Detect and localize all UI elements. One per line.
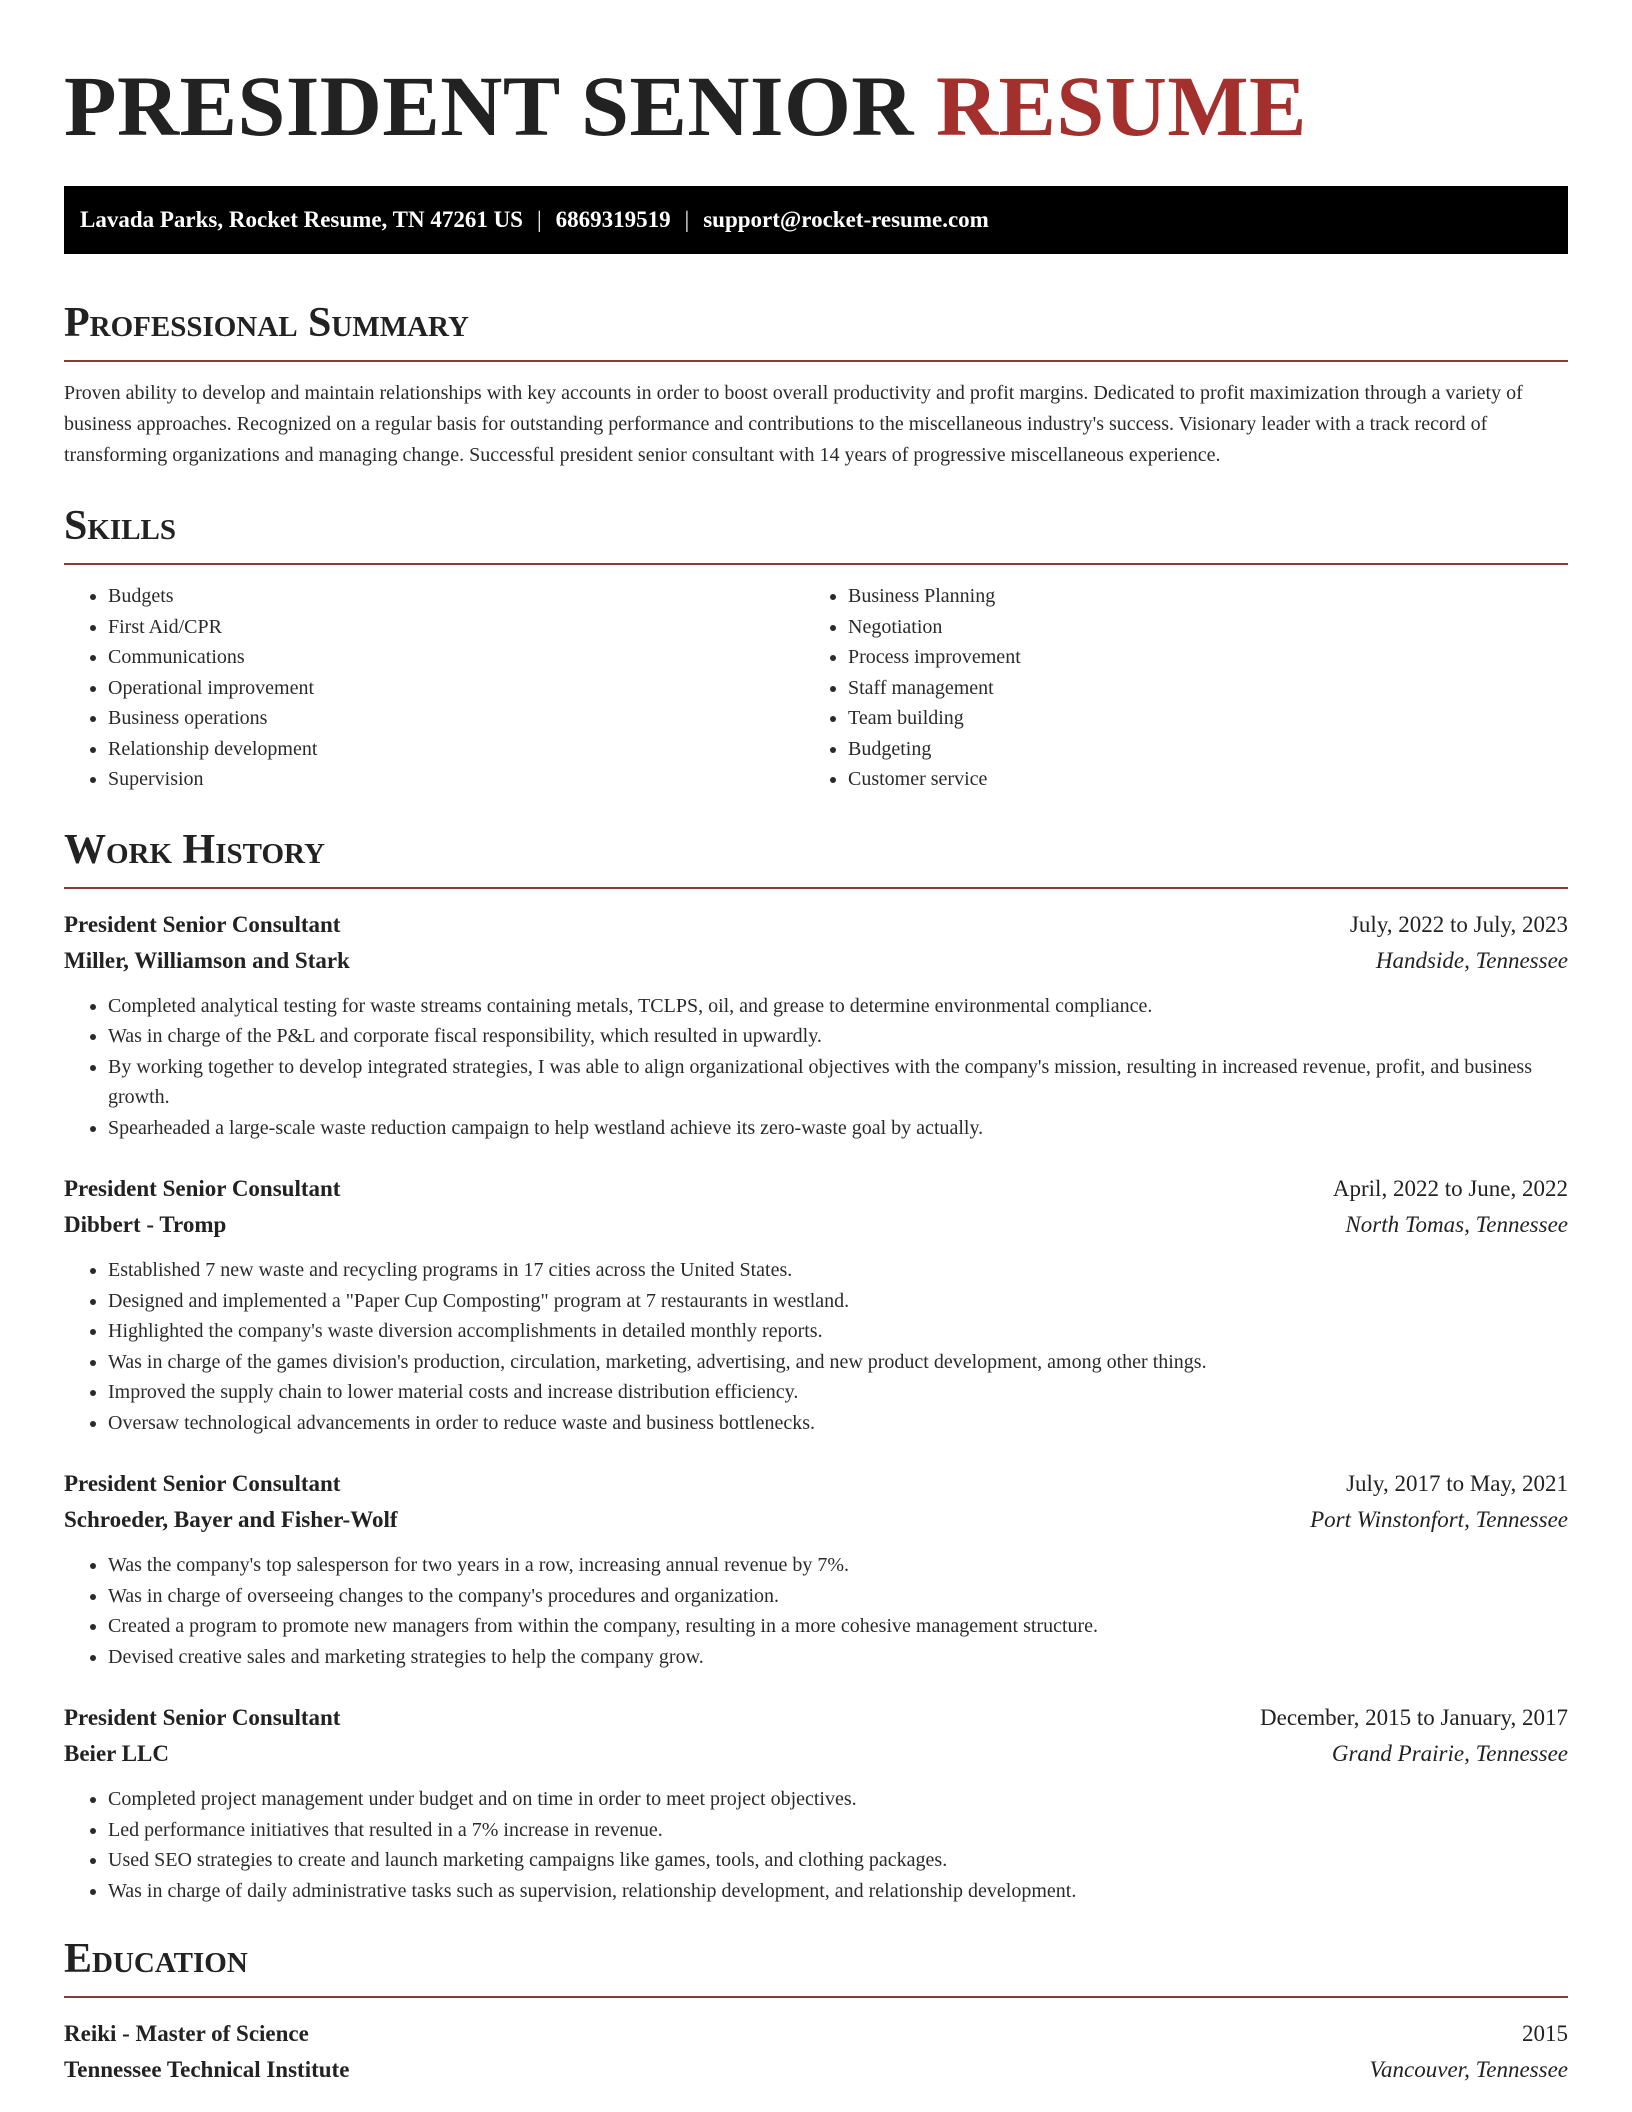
education-year: 2015 [1522,2021,1568,2046]
summary-heading: Professional Summary [64,298,1568,362]
skill-item: • Business Planning [848,581,1544,612]
summary-text: Proven ability to develop and maintain relationships with key accounts in order to boost overall productivity and profit margins. Dedicated to profit maximization through a variety of business approaches. Recognized on a regular basis for outstanding performance and contributions to the miscellaneous industry's success. Visionary leader with a track record of transforming organizations and managing change. Successful president senior consultant with 14 years of progressive miscellaneous experience. [64,382,1523,466]
job-location: Port Winstonfort, Tennessee [1310,1507,1568,1532]
education-location: Vancouver, Tennessee [1369,2057,1568,2082]
job-bullet: • Devised creative sales and marketing strategies to help the company grow. [108,1642,1568,1673]
skills-column-right [804,581,1544,795]
job-bullet: • Was in charge of the P&L and corporate fiscal responsibility, which resulted in upwardly. [108,1021,1568,1052]
skill-item: • Staff management [848,673,1544,704]
job-bullet: • Completed analytical testing for waste streams containing metals, TCLPS, oil, and grease to determine environmental compliance. [108,991,1568,1022]
job-company-row [64,1207,1568,1243]
job-bullet: • Was the company's top salesperson for two years in a row, increasing annual revenue by 7%. [108,1550,1568,1581]
education-degree-row [64,2016,1568,2052]
job-bullets [64,1550,1568,1672]
skill-item: • Budgeting [848,734,1544,765]
contact-separator: | [684,207,690,232]
job-title: President Senior Consultant [64,1705,341,1730]
skill-item: • Communications [108,642,804,673]
job-header-row [64,1466,1568,1502]
resume-title [64,58,1568,154]
job-dates: December, 2015 to January, 2017 [1260,1705,1568,1730]
job-location: Grand Prairie, Tennessee [1331,1741,1568,1766]
skill-item: • Operational improvement [108,673,804,704]
education-school-row [64,2052,1568,2088]
job-bullet: • Highlighted the company's waste diversion accomplishments in detailed monthly reports. [108,1316,1568,1347]
job-header-row [64,907,1568,943]
job-bullet: • Was in charge of daily administrative tasks such as supervision, relationship development, and relationship development. [108,1876,1568,1907]
contact-address: Lavada Parks, Rocket Resume, TN 47261 US [80,207,523,232]
job-company-row [64,943,1568,979]
skill-item: • First Aid/CPR [108,612,804,643]
job-bullets [64,991,1568,1144]
skills-list [64,581,1568,795]
job-bullet: • Completed project management under budget and on time in order to meet project objectives. [108,1784,1568,1815]
job-bullet: • Oversaw technological advancements in order to reduce waste and business bottlenecks. [108,1408,1568,1439]
job-title: President Senior Consultant [64,1471,341,1496]
job-bullet: • By working together to develop integrated strategies, I was able to align organizational objectives with the company's mission, resulting in increased revenue, profit, and business growth. [108,1052,1568,1113]
job-bullets [64,1255,1568,1438]
job-company: Beier LLC [64,1741,169,1766]
job-bullet: • Improved the supply chain to lower material costs and increase distribution efficiency. [108,1377,1568,1408]
job-title: President Senior Consultant [64,911,341,937]
job-bullet: • Created a program to promote new managers from within the company, resulting in a more cohesive management structure. [108,1611,1568,1642]
job-bullet: • Used SEO strategies to create and launch marketing campaigns like games, tools, and clothing packages. [108,1845,1568,1876]
skill-item: • Team building [848,703,1544,734]
skill-item: • Customer service [848,764,1544,795]
job-company: Dibbert - Tromp [64,1212,227,1237]
job-bullet: • Designed and implemented a "Paper Cup Composting" program at 7 restaurants in westland. [108,1286,1568,1317]
job-header-row [64,1700,1568,1736]
skill-item: • Supervision [108,764,804,795]
title-accent: RESUME [935,58,1307,154]
skills-heading: Skills [64,501,1568,565]
skill-item: • Negotiation [848,612,1544,643]
skill-item: • Relationship development [108,734,804,765]
title-main: PRESIDENT SENIOR [64,58,914,154]
job-bullet: • Was in charge of the games division's production, circulation, marketing, advertising, and new product development, among other things. [108,1347,1568,1378]
job-location: North Tomas, Tennessee [1345,1212,1568,1237]
education-entry [64,2016,1568,2088]
job-title: President Senior Consultant [64,1176,341,1201]
job-entry [64,1700,1568,1906]
job-location: Handside, Tennessee [1375,947,1568,973]
job-dates: July, 2022 to July, 2023 [1349,911,1568,937]
job-bullet: • Was in charge of overseeing changes to the company's procedures and organization. [108,1581,1568,1612]
job-dates: July, 2017 to May, 2021 [1346,1471,1568,1496]
job-bullet: • Spearheaded a large-scale waste reduction campaign to help westland achieve its zero-waste goal by actually. [108,1113,1568,1144]
skill-item: • Process improvement [848,642,1544,673]
job-company: Miller, Williamson and Stark [64,947,350,973]
job-header-row [64,1171,1568,1207]
job-bullet: • Established 7 new waste and recycling programs in 17 cities across the United States. [108,1255,1568,1286]
skills-column-left [64,581,804,795]
education-school: Tennessee Technical Institute [64,2057,350,2082]
contact-bar [64,186,1568,254]
job-entry [64,1171,1568,1438]
job-entry [64,1466,1568,1672]
skill-item: • Budgets [108,581,804,612]
contact-email: support@rocket-resume.com [703,207,989,232]
job-company: Schroeder, Bayer and Fisher-Wolf [64,1507,398,1532]
job-dates: April, 2022 to June, 2022 [1332,1176,1568,1201]
skill-item: • Business operations [108,703,804,734]
education-degree: Reiki - Master of Science [64,2021,309,2046]
job-bullets [64,1784,1568,1906]
job-company-row [64,1736,1568,1772]
work-history-heading: Work History [64,825,1568,889]
job-entry [64,907,1568,1144]
contact-phone: 6869319519 [555,207,671,232]
job-company-row [64,1502,1568,1538]
contact-separator: | [536,207,542,232]
job-bullet: • Led performance initiatives that resulted in a 7% increase in revenue. [108,1815,1568,1846]
education-heading: Education [64,1934,1568,1998]
